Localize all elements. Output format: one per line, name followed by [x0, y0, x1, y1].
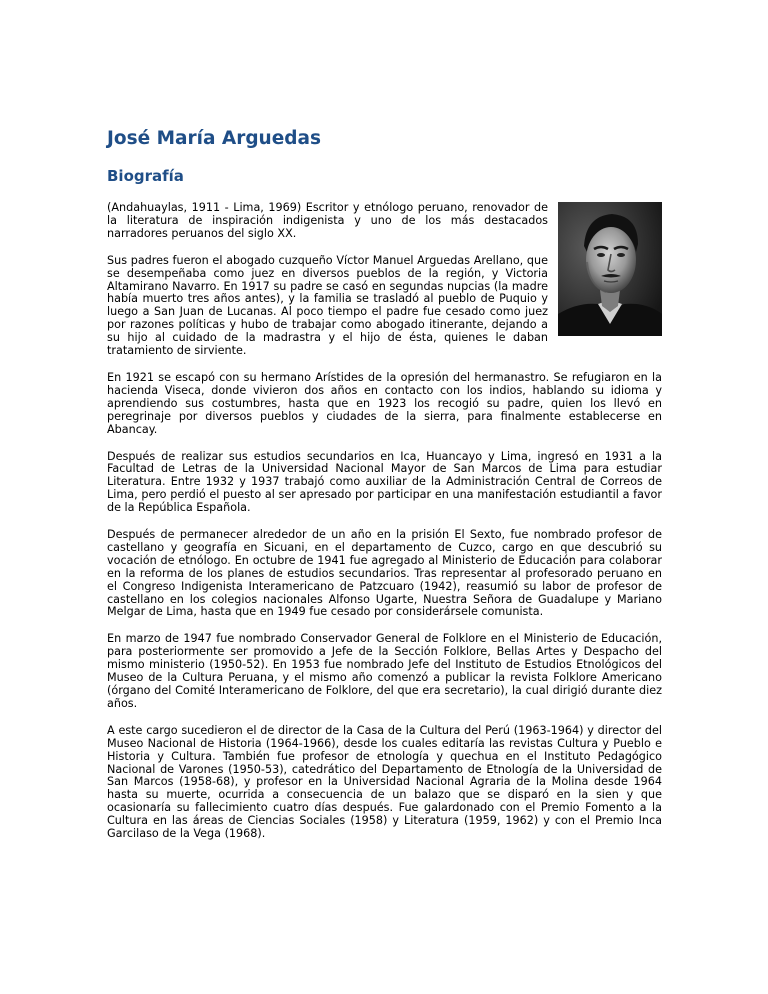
paragraph: En marzo de 1947 fue nombrado Conservador General de Folklore en el Ministerio de Educación, para posteriormente ser promovido a Jefe de la Sección Folklore, Bellas Artes y Despacho del mismo ministerio (1950-52). En 1953 fue nombrado Jefe del Instituto de Estudios Etnológicos del Museo de la Cultura Peruana, y el mismo año comenzó a publicar la revista Folklore Americano (órgano del Comité Interamericano de Folklore, del que era secretario), la cual dirigió durante diez años. [107, 632, 662, 710]
paragraph: Después de realizar sus estudios secundarios en Ica, Huancayo y Lima, ingresó en 1931 a la Facultad de Letras de la Universidad Nacional Mayor de San Marcos de Lima para estudiar Literatura. Entre 1932 y 1937 trabajó como auxiliar de la Administración Central de Correos de Lima, pero perdió el puesto al ser apresado por participar en una manifestación estudiantil a favor de la República Española. [107, 449, 662, 515]
portrait-photo [558, 202, 662, 336]
biography-body [107, 202, 662, 855]
paragraph: A este cargo sucedieron el de director de la Casa de la Cultura del Perú (1963-1964) y director del Museo Nacional de Historia (1964-1966), desde los cuales editaría las revistas Cultura y Pueblo e Historia y Cultura. También fue profesor de etnología y quechua en el Instituto Pedagógico Nacional de Varones (1950-53), catedrático del Departamento de Etnología de la Universidad de San Marcos (1958-68), y profesor en la Universidad Nacional Agraria de la Molina desde 1964 hasta su muerte, ocurrida a consecuencia de un balazo que se disparó en la sien y que ocasionaría su fallecimiento cuatro días después. Fue galardonado con el Premio Fomento a la Cultura en las áreas de Ciencias Sociales (1958) y Literatura (1959, 1962) y con el Premio Inca Garcilaso de la Vega (1968). [107, 723, 662, 841]
section-heading: Biografía [107, 167, 184, 185]
paragraph: Sus padres fueron el abogado cuzqueño Víctor Manuel Arguedas Arellano, que se desempeñaba como juez en diversos pueblos de la región, y Victoria Altamirano Navarro. En 1917 su padre se casó en segundas nupcias (la madre había muerto tres años antes), y la familia se trasladó al pueblo de Puquio y luego a San Juan de Lucanas. Al poco tiempo el padre fue cesado como juez por razones políticas y hubo de trabajar como abogado itinerante, dejando a su hijo al cuidado de la madrastra y el hijo de ésta, quienes le daban tratamiento de sirviente. [107, 253, 548, 358]
page-title: José María Arguedas [107, 128, 322, 149]
paragraph: En 1921 se escapó con su hermano Arístides de la opresión del hermanastro. Se refugiaron en la hacienda Viseca, donde vivieron dos años en contacto con los indios, hablando su idioma y aprendiendo sus costumbres, hasta que en 1923 los recogió su padre, quien los llevó en peregrinaje por diversos pueblos y ciudades de la sierra, para finalmente establecerse en Abancay. [107, 370, 662, 436]
paragraph: (Andahuaylas, 1911 - Lima, 1969) Escritor y etnólogo peruano, renovador de la literatura de inspiración indigenista y uno de los más destacados narradores peruanos del siglo XX. [107, 201, 548, 240]
paragraph: Después de permanecer alrededor de un año en la prisión El Sexto, fue nombrado profesor de castellano y geografía en Sicuani, en el departamento de Cuzco, cargo en que descubrió su vocación de etnólogo. En octubre de 1941 fue agregado al Ministerio de Educación para colaborar en la reforma de los planes de estudios secundarios. Tras representar al profesorado peruano en el Congreso Indigenista Interamericano de Patzcuaro (1942), reasumió su labor de profesor de castellano en los colegios nacionales Alfonso Ugarte, Nuestra Señora de Guadalupe y Mariano Melgar de Lima, hasta que en 1949 fue cesado por considerársele comunista. [107, 528, 662, 619]
